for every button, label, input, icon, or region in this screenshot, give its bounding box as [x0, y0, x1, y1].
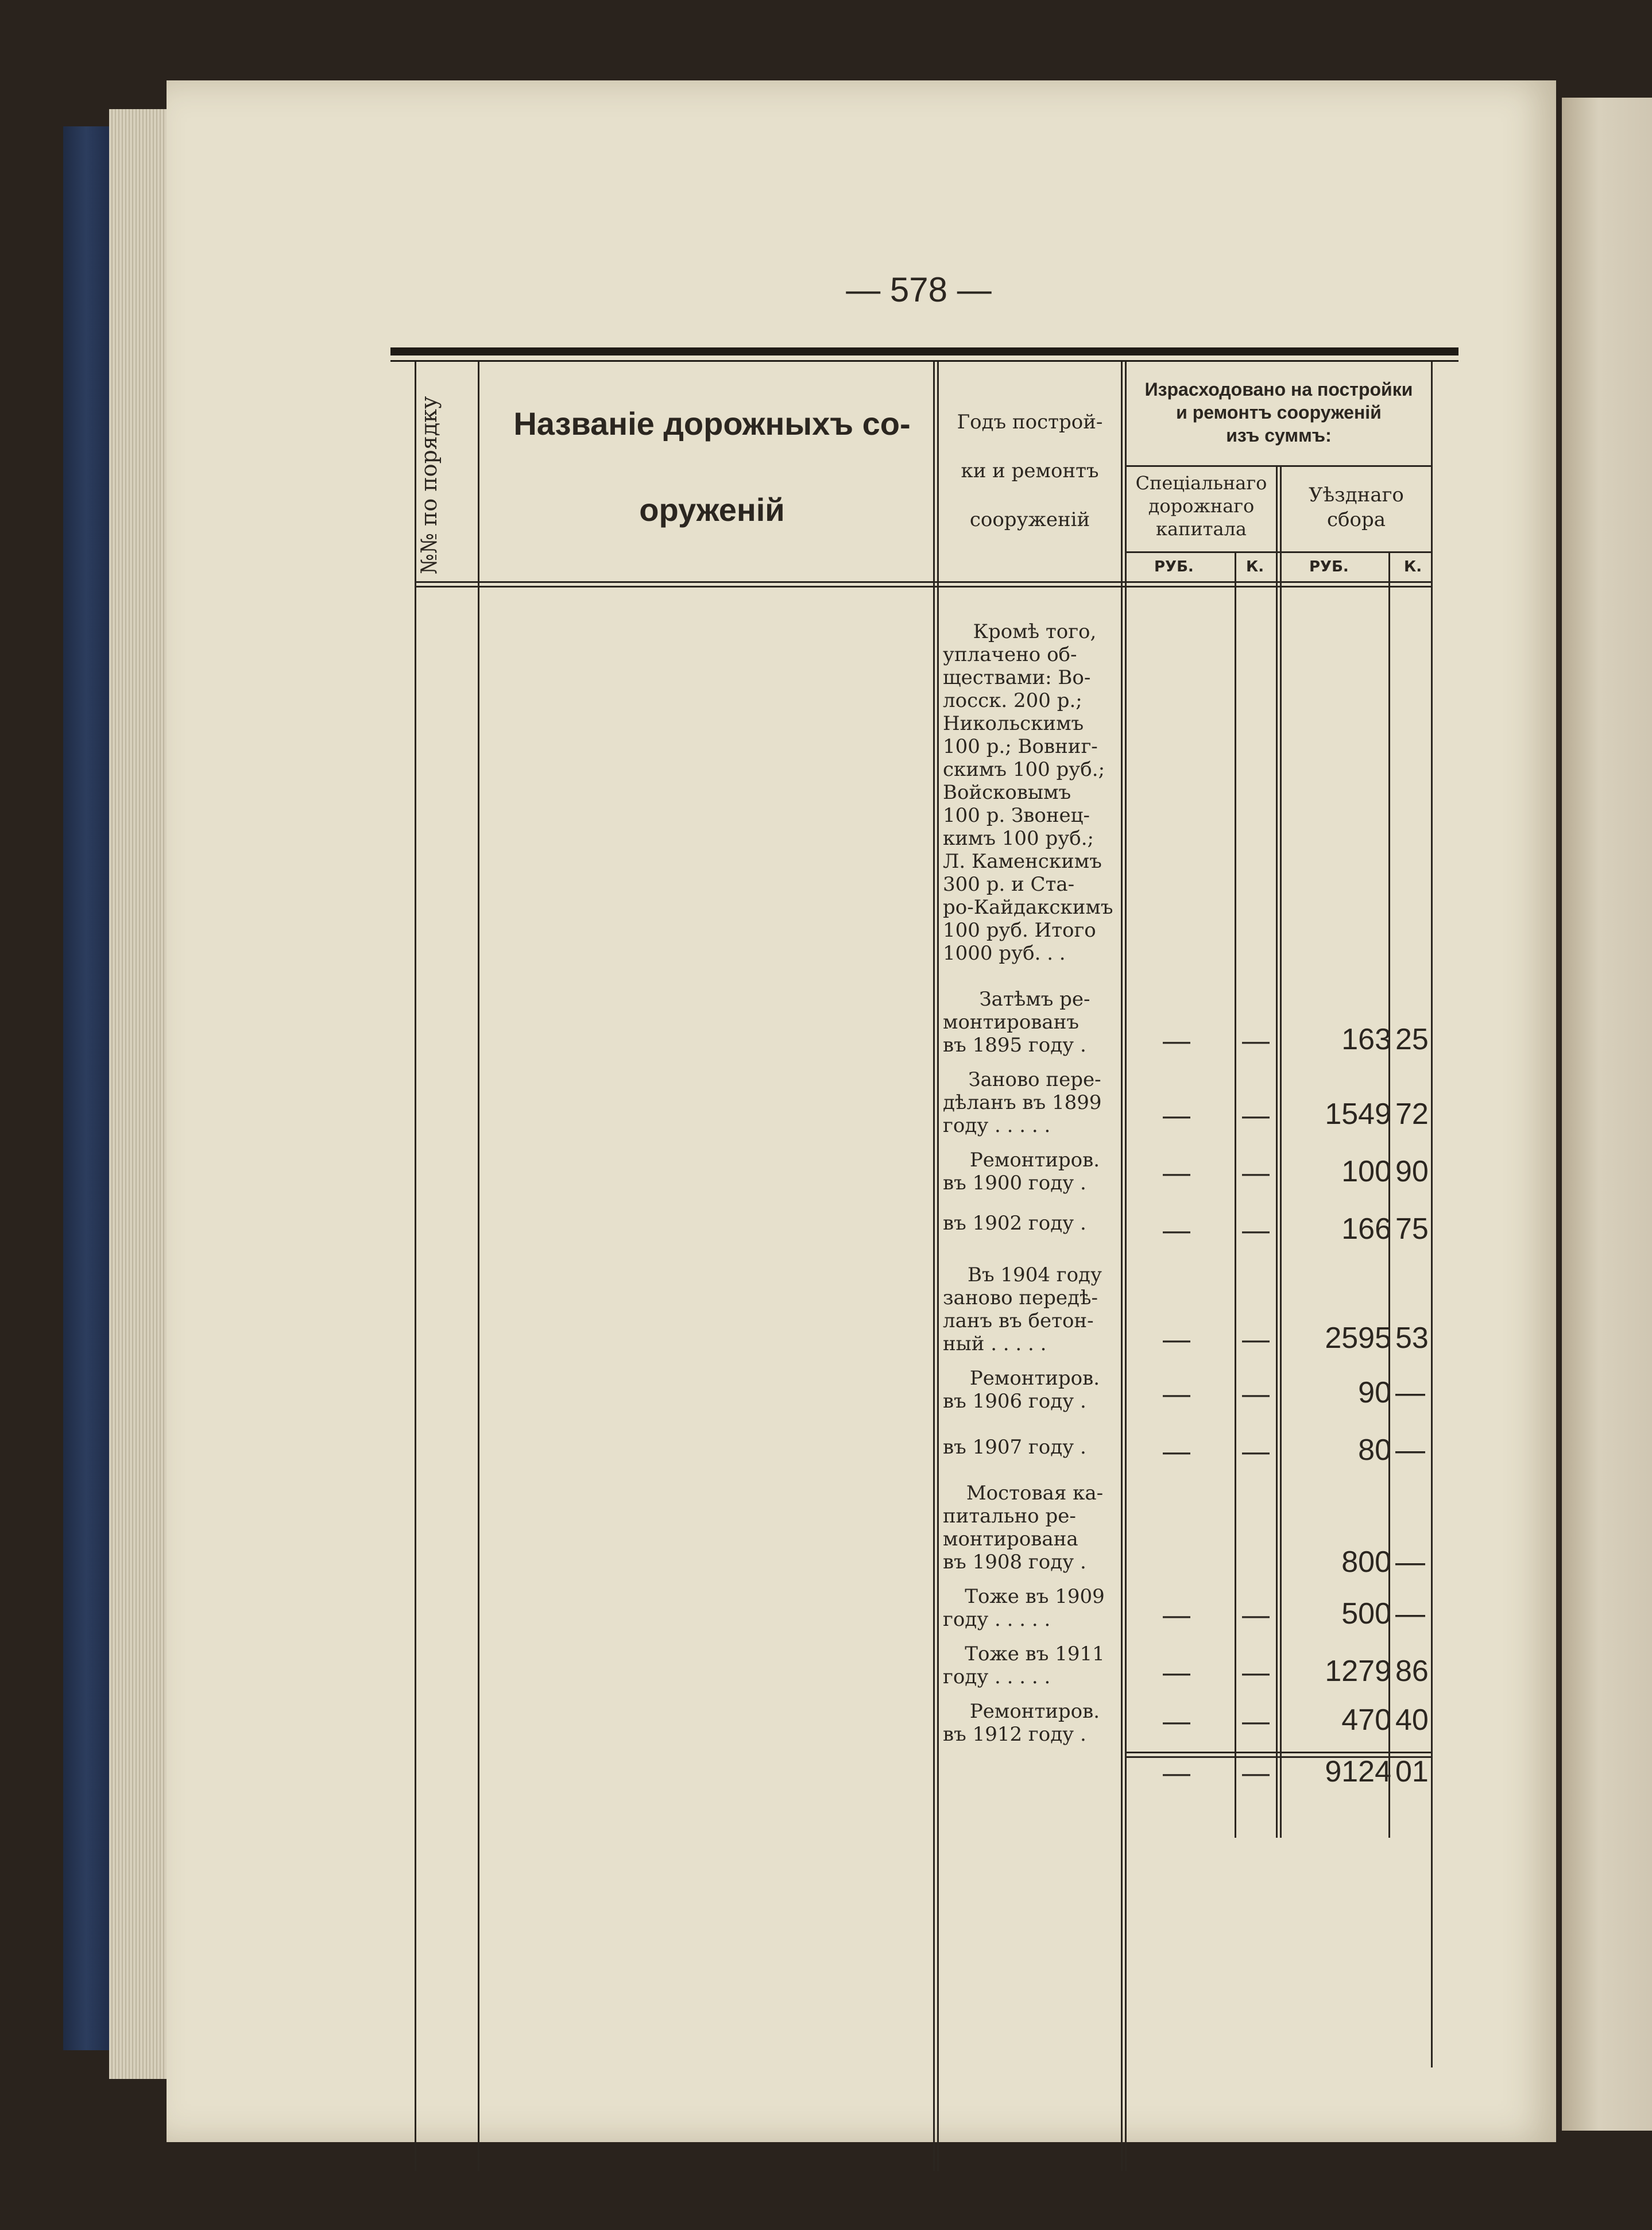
total-rule: [1125, 1752, 1431, 1753]
special-rub-dash: —: [1163, 1436, 1190, 1467]
col-divider-kop2: [1388, 551, 1390, 1838]
special-kop-dash: —: [1242, 1657, 1270, 1688]
header-col-no: №№ по порядку: [416, 396, 442, 574]
county-kop-value: 86: [1395, 1655, 1429, 1688]
row-description-line: скимъ 100 руб.;: [943, 758, 1105, 781]
row-description-line: Тоже въ 1911: [965, 1642, 1105, 1665]
row-description-line: Л. Каменскимъ: [943, 850, 1102, 873]
county-rub-value: 2595: [1325, 1321, 1391, 1355]
county-rub-value: 166: [1341, 1212, 1391, 1246]
row-description: [943, 1482, 1127, 1574]
special-rub-dash: —: [1163, 1706, 1190, 1737]
county-rub-value: 1549: [1325, 1097, 1391, 1131]
row-description-line: кимъ 100 руб.;: [943, 827, 1094, 850]
row-description-line: 100 р.; Вовниг-: [943, 735, 1098, 758]
adjacent-page-edge: [1562, 98, 1652, 2131]
row-description-line: Тоже въ 1909: [965, 1585, 1105, 1608]
header-col-name-line2: оруженій: [639, 492, 785, 528]
total-special-kop-dash: —: [1242, 1758, 1270, 1788]
row-description-line: Ремонтиров.: [969, 1367, 1100, 1390]
row-description-line: уплачено об-: [943, 643, 1077, 666]
header-kop-special: К.: [1246, 558, 1264, 575]
row-description-line: 300 р. и Ста-: [943, 873, 1075, 896]
col-divider-name: [933, 362, 935, 2171]
row-description-line: лосск. 200 р.;: [943, 689, 1082, 712]
table-top-rule: [390, 347, 1458, 355]
total-county-rub: 9124: [1325, 1755, 1391, 1788]
row-description-line: 100 р. Звонец-: [943, 804, 1090, 827]
col-divider-name-double: [937, 362, 939, 2171]
header-col-name-line1: Названіе дорожныхъ со-: [513, 405, 911, 442]
county-rub-value: 90: [1358, 1376, 1391, 1409]
county-kop-value: 53: [1395, 1321, 1429, 1355]
special-rub-dash: —: [1163, 1215, 1190, 1246]
row-description-line: питально ре-: [943, 1505, 1076, 1528]
header-spent-line2: и ремонтъ сооруженій: [1176, 402, 1382, 423]
row-description-line: Затѣмъ ре-: [979, 988, 1090, 1011]
col-divider-special-county-double: [1280, 465, 1282, 1838]
header-special-line1: Спеціальнаго: [1135, 472, 1267, 494]
col-divider-kop1: [1235, 551, 1236, 1838]
row-description-line: Ремонтиров.: [969, 1700, 1100, 1723]
special-kop-dash: —: [1242, 1379, 1270, 1409]
row-description-line: году . . . . .: [943, 1114, 1051, 1137]
county-kop-value: —: [1395, 1597, 1425, 1630]
row-description-line: ществами: Во-: [943, 666, 1091, 689]
special-rub-dash: —: [1163, 1379, 1190, 1409]
county-rub-value: 800: [1341, 1545, 1391, 1579]
row-description-line: въ 1900 году .: [943, 1172, 1086, 1195]
row-description: [943, 1263, 1127, 1355]
header-spent-line1: Израсходовано на постройки: [1144, 379, 1413, 400]
row-description-line: 1000 руб. . .: [943, 942, 1066, 965]
row-description: [943, 1642, 1127, 1688]
special-rub-dash: —: [1163, 1158, 1190, 1188]
county-kop-value: 90: [1395, 1155, 1429, 1188]
header-divider-spent: [1125, 465, 1431, 467]
col-divider-special-county: [1276, 465, 1278, 1838]
county-kop-value: 72: [1395, 1097, 1429, 1131]
header-bottom-rule-double: [415, 586, 1431, 588]
row-description-line: ро-Кайдакскимъ: [943, 896, 1113, 919]
header-col-year-line3: сооруженій: [969, 508, 1090, 531]
row-description-line: въ 1908 году .: [943, 1551, 1086, 1574]
row-description: [943, 1149, 1127, 1195]
header-rub-special: РУБ.: [1154, 558, 1194, 575]
row-description-line: въ 1907 году .: [943, 1436, 1086, 1459]
row-description: [943, 988, 1127, 1057]
county-rub-value: 500: [1341, 1597, 1391, 1630]
row-description-line: Заново пере-: [968, 1068, 1101, 1091]
header-divider-units: [1125, 551, 1431, 553]
row-description-line: въ 1906 году .: [943, 1390, 1086, 1413]
row-description-line: монтированъ: [943, 1011, 1079, 1034]
header-special-line3: капитала: [1156, 518, 1247, 540]
row-description-line: ланъ въ бетон-: [943, 1309, 1094, 1332]
county-rub-value: 80: [1358, 1433, 1391, 1467]
row-description: [943, 1068, 1127, 1137]
header-special-line2: дорожнаго: [1148, 495, 1255, 517]
row-description-line: Кромѣ того,: [973, 620, 1097, 643]
header-rub-county: РУБ.: [1309, 558, 1349, 575]
row-description-line: ный . . . . .: [943, 1332, 1047, 1355]
row-description-line: заново передѣ-: [943, 1286, 1098, 1309]
row-description-line: 100 руб. Итого: [943, 919, 1096, 942]
row-description: [943, 1367, 1127, 1413]
header-col-year-line1: Годъ построй-: [957, 411, 1103, 434]
special-kop-dash: —: [1242, 1324, 1270, 1355]
row-description-line: въ 1912 году .: [943, 1723, 1086, 1746]
county-rub-value: 470: [1341, 1703, 1391, 1737]
special-kop-dash: —: [1242, 1436, 1270, 1467]
special-rub-dash: —: [1163, 1026, 1190, 1056]
row-description: [943, 1212, 1127, 1235]
row-description-line: въ 1902 году .: [943, 1212, 1086, 1235]
special-kop-dash: —: [1242, 1026, 1270, 1056]
special-kop-dash: —: [1242, 1100, 1270, 1131]
special-kop-dash: —: [1242, 1600, 1270, 1630]
row-description-line: Никольскимъ: [943, 712, 1084, 735]
county-kop-value: 40: [1395, 1703, 1429, 1737]
special-kop-dash: —: [1242, 1706, 1270, 1737]
col-divider-no: [478, 362, 479, 2171]
header-county-line2: сбора: [1326, 508, 1386, 531]
table-left-border: [415, 362, 416, 2171]
header-col-year-line2: ки и ремонтъ: [961, 459, 1099, 482]
row-description-line: Войсковымъ: [943, 781, 1071, 804]
special-rub-dash: —: [1163, 1657, 1190, 1688]
row-description-line: монтирована: [943, 1528, 1078, 1551]
total-special-rub-dash: —: [1163, 1758, 1190, 1788]
special-rub-dash: —: [1163, 1600, 1190, 1630]
header-kop-county: К.: [1404, 558, 1422, 575]
county-kop-value: 25: [1395, 1023, 1429, 1056]
row-description-line: году . . . . .: [943, 1665, 1051, 1688]
total-county-kop: 01: [1395, 1755, 1429, 1788]
row-description-line: въ 1895 году .: [943, 1034, 1086, 1057]
header-county-line1: Уѣзднаго: [1309, 484, 1404, 507]
county-kop-value: —: [1395, 1376, 1425, 1409]
special-kop-dash: —: [1242, 1158, 1270, 1188]
header-bottom-rule: [415, 581, 1431, 583]
county-kop-value: —: [1395, 1433, 1425, 1467]
page-number: — 578 —: [846, 270, 992, 309]
row-description: [943, 620, 1127, 965]
county-kop-value: 75: [1395, 1212, 1429, 1246]
county-kop-value: —: [1395, 1545, 1425, 1579]
row-description-line: Ремонтиров.: [969, 1149, 1100, 1172]
row-description-line: Мостовая ка-: [966, 1482, 1104, 1505]
special-kop-dash: —: [1242, 1215, 1270, 1246]
county-rub-value: 1279: [1325, 1655, 1391, 1688]
header-spent-line3: изъ суммъ:: [1226, 425, 1332, 446]
row-description: [943, 1436, 1127, 1459]
special-rub-dash: —: [1163, 1324, 1190, 1355]
row-description-line: Въ 1904 году: [968, 1263, 1102, 1286]
county-rub-value: 163: [1341, 1023, 1391, 1056]
special-rub-dash: —: [1163, 1100, 1190, 1131]
row-description: [943, 1585, 1127, 1631]
row-description-line: году . . . . .: [943, 1608, 1051, 1631]
table-top-rule-thin: [390, 360, 1458, 362]
row-description: [943, 1700, 1127, 1746]
county-rub-value: 100: [1341, 1155, 1391, 1188]
row-description-line: дѣланъ въ 1899: [943, 1091, 1102, 1114]
